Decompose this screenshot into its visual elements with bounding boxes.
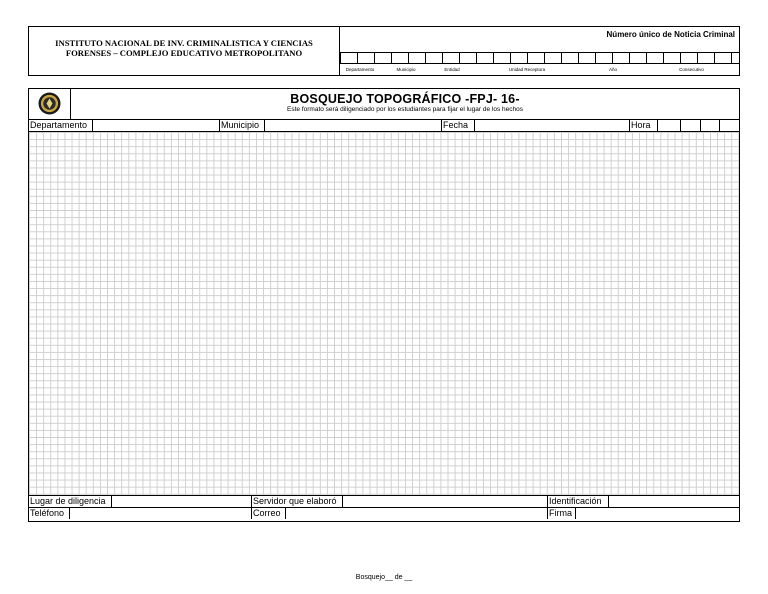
identificacion-label: Identificación xyxy=(549,496,602,506)
lugar-label: Lugar de diligencia xyxy=(30,496,106,506)
municipio-field[interactable] xyxy=(265,120,442,131)
nuc-digit-box[interactable] xyxy=(442,53,443,64)
title-row xyxy=(29,89,739,120)
nuc-digit-box[interactable] xyxy=(510,53,511,64)
nuc-digit-box[interactable] xyxy=(408,53,409,64)
departamento-label: Departamento xyxy=(30,120,88,130)
contact-row xyxy=(29,508,739,521)
servidor-label: Servidor que elaboró xyxy=(253,496,337,506)
seal-icon xyxy=(38,92,61,115)
logo-cell xyxy=(29,89,71,119)
nuc-label-departamento: Departamento xyxy=(345,67,375,72)
hora-label: Hora xyxy=(631,120,651,130)
nuc-digit-box[interactable] xyxy=(697,53,698,64)
nuc-digit-box[interactable] xyxy=(578,53,579,64)
identificacion-field[interactable] xyxy=(609,496,740,507)
nuc-digit-box[interactable] xyxy=(595,53,596,64)
correo-label: Correo xyxy=(253,508,281,518)
nuc-digit-box[interactable] xyxy=(527,53,528,64)
telefono-field[interactable] xyxy=(70,508,252,519)
lugar-field[interactable] xyxy=(112,496,252,507)
location-date-row xyxy=(29,120,739,132)
nuc-digit-box[interactable] xyxy=(544,53,545,64)
nuc-digit-box[interactable] xyxy=(476,53,477,64)
nuc-digit-box[interactable] xyxy=(629,53,630,64)
page-counter: Bosquejo__ de __ xyxy=(355,574,413,581)
municipio-label: Municipio xyxy=(221,120,260,130)
form-title: BOSQUEJO TOPOGRÁFICO -FPJ- 16- xyxy=(290,92,520,106)
institution-name xyxy=(29,27,340,75)
correo-field[interactable] xyxy=(286,508,548,519)
header-block xyxy=(28,26,740,76)
firma-label: Firma xyxy=(549,508,572,518)
hora-field[interactable] xyxy=(658,120,740,131)
nuc-digit-box[interactable] xyxy=(340,53,341,64)
institution-line-2: FORENSES – COMPLEJO EDUCATIVO METROPOLITANO xyxy=(65,48,303,58)
nuc-digit-box[interactable] xyxy=(714,53,715,64)
nuc-label-municipio: Municipio xyxy=(396,67,416,72)
fecha-label: Fecha xyxy=(443,120,469,130)
fecha-field[interactable] xyxy=(475,120,630,131)
nuc-digit-box[interactable] xyxy=(680,53,681,64)
nuc-digit-box[interactable] xyxy=(357,53,358,64)
nuc-label-consecutivo: Consecutivo xyxy=(679,67,704,72)
nuc-digit-box[interactable] xyxy=(374,53,375,64)
nuc-digit-box[interactable] xyxy=(425,53,426,64)
form-subtitle: Este formato será diligenciado por los estudiantes para fijar el lugar de los hechos xyxy=(287,106,523,113)
nuc-digit-box[interactable] xyxy=(663,53,664,64)
nuc-boxes xyxy=(340,44,739,74)
nuc-label-unidad-receptora: Unidad Receptora xyxy=(508,67,546,72)
nuc-digit-box[interactable] xyxy=(391,53,392,64)
nuc-digit-box[interactable] xyxy=(646,53,647,64)
institution-line-1: INSTITUTO NACIONAL DE INV. CRIMINALISTICA Y CIENCIAS xyxy=(55,38,313,48)
servidor-field[interactable] xyxy=(343,496,548,507)
nuc-digit-box[interactable] xyxy=(731,53,732,64)
nuc-label-ano: Año xyxy=(608,67,617,72)
nuc-digit-box[interactable] xyxy=(561,53,562,64)
officer-row xyxy=(29,496,739,508)
sketch-grid[interactable] xyxy=(29,132,739,496)
telefono-label: Teléfono xyxy=(30,508,65,518)
departamento-field[interactable] xyxy=(93,120,220,131)
firma-field[interactable] xyxy=(576,508,740,519)
nuc-title: Número único de Noticia Criminal xyxy=(606,30,735,39)
nuc-digit-box[interactable] xyxy=(612,53,613,64)
sketch-form xyxy=(28,88,740,522)
nuc-label-entidad: Entidad xyxy=(444,67,460,72)
nuc-digit-box[interactable] xyxy=(493,53,494,64)
nuc-digit-row xyxy=(340,52,739,64)
nuc-digit-box[interactable] xyxy=(459,53,460,64)
